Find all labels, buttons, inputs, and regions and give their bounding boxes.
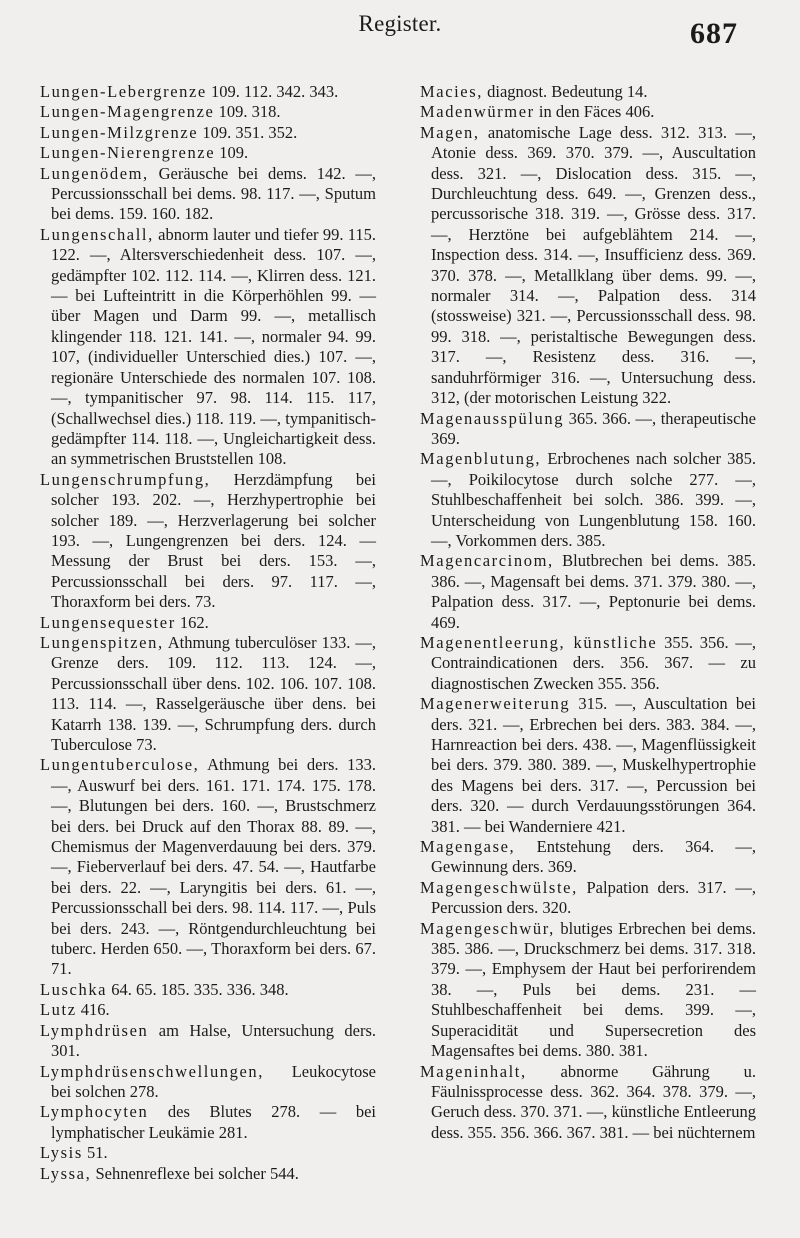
index-entry-references: 162. (175, 612, 209, 632)
index-entry (40, 1000, 376, 1020)
index-entry-term: Lungenödem, (40, 163, 149, 183)
index-entry-references: 355. 356. —, Contraindicationen ders. 356. 367. — zu diagnostischen Zwecken 355. 356. (431, 632, 756, 693)
index-entry-term: Lungen-Magengrenze (40, 102, 215, 122)
index-entry-references: 109. 351. 352. (198, 122, 298, 142)
index-entry-term: Magenausspülung (420, 408, 565, 428)
index-entry (40, 1021, 376, 1062)
index-entry-references: abnorme Gährung u. Fäulnissprocesse dess. 362. 364. 378. 379. —, Geruch dess. 370. 371. —, künstliche Entleerung dess. 355. 356. 366. 367. 381. — bei nüchternem (431, 1061, 756, 1142)
index-entry-term: Mageninhalt, (420, 1061, 527, 1081)
index-entry (40, 633, 376, 755)
index-entry-references: Herzdämpfung bei solcher 193. 202. —, Herzhypertrophie bei solcher 189. —, Herzverlagerung bei solcher 193. —, Lungengrenzen bei ders. 124. — Messung der Brust bei ders. 153. —, Percussionsschall bei ders. 97. 117. —, Thoraxform bei ders. 73. (51, 469, 376, 612)
index-entry-term: Magengase, (420, 837, 516, 857)
index-entry (420, 633, 756, 694)
index-entry (420, 878, 756, 919)
index-entry (40, 102, 376, 122)
index-entry-term: Lungentuberculose, (40, 755, 200, 775)
index-entry-term: Magengeschwür, (420, 918, 555, 938)
index-column-right (420, 82, 756, 1143)
index-entry (420, 102, 756, 122)
index-entry (40, 755, 376, 979)
index-entry-references: Palpation ders. 317. —, Percussion ders. 320. (431, 877, 756, 918)
index-entry-references: Athmung bei ders. 133. —, Auswurf bei ders. 161. 171. 174. 175. 178. —, Blutungen bei ders. 160. —, Brustschmerz bei ders. bei Druck auf den Thorax 88. 89. —, Chemismus der Magenverdauung bei ders. 379. —, Fieberverlauf bei ders. 47. 54. —, Hautfarbe bei ders. 22. —, Laryngitis bei ders. 61. —, Percussionsschall bei ders. 98. 114. 117. —, Puls bei ders. 243. —, Röntgendurchleuchtung bei tuberc. Herden 650. —, Thoraxform bei ders. 67. 71. (51, 755, 376, 979)
index-entry-references: 315. —, Auscultation bei ders. 321. —, Erbrechen bei ders. 383. 384. —, Harnreaction bei ders. 438. —, Magenflüssigkeit bei ders. 379. 380. 389. —, Muskelhypertrophie des Magens bei ders. 317. —, Percussion bei ders. 320. — durch Verdauungsstörungen 364. 381. — bei Wanderniere 421. (431, 694, 756, 836)
index-entry-references: 109. 318. (214, 102, 281, 122)
index-entry (420, 449, 756, 551)
index-entry-references: 64. 65. 185. 335. 336. 348. (107, 979, 289, 999)
index-entry-term: Magenentleerung, künstliche (420, 632, 658, 652)
index-entry (40, 1164, 376, 1184)
index-entry (40, 82, 376, 102)
index-entry (420, 837, 756, 878)
index-entry-references: 51. (82, 1143, 108, 1163)
index-entry-references: Geräusche bei dems. 142. —, Percussionsschall bei dems. 98. 117. —, Sputum bei dems. 159. 160. 182. (51, 163, 376, 224)
index-entry (40, 225, 376, 470)
index-entry (40, 1062, 376, 1103)
index-entry-term: Magenerweiterung (420, 694, 571, 714)
index-entry (40, 613, 376, 633)
index-entry (420, 409, 756, 450)
index-entry-term: Lymphdrüsen (40, 1020, 149, 1040)
page-number: 687 (690, 17, 738, 50)
index-entry (40, 164, 376, 225)
index-entry-term: Lungen-Lebergrenze (40, 82, 207, 101)
index-entry (420, 919, 756, 1062)
index-entry-term: Magengeschwülste, (420, 877, 578, 897)
index-entry-references: des Blutes 278. — bei lymphatischer Leukämie 281. (51, 1102, 376, 1142)
index-entry-term: Magenblutung, (420, 449, 542, 469)
index-entry-term: Lungenschall, (40, 224, 154, 244)
index-entry-term: Lungen-Milzgrenze (40, 122, 199, 142)
index-entry (40, 980, 376, 1000)
index-entry-term: Lymphocyten (40, 1102, 149, 1122)
index-entry (40, 470, 376, 613)
index-entry (420, 82, 756, 102)
index-entry-term: Lungenschrumpfung, (40, 469, 211, 489)
index-entry (420, 1062, 756, 1144)
page-header (0, 3, 800, 53)
index-entry-term: Luschka (40, 979, 108, 999)
index-entry (40, 1143, 376, 1163)
index-entry (40, 123, 376, 143)
index-entry-term: Macies, (420, 82, 483, 101)
index-entry (420, 551, 756, 633)
index-column-left (40, 82, 376, 1184)
index-entry-references: Sehnenreflexe bei solcher 544. (91, 1163, 299, 1183)
index-entry-term: Lysis (40, 1143, 83, 1163)
index-entry (40, 1102, 376, 1143)
index-entry-term: Magen, (420, 122, 480, 142)
index-entry-references: anatomische Lage dess. 312. 313. —, Atonie dess. 369. 370. 379. —, Auscultation dess. 321. —, Dislocation dess. 315. —, Durchleuchtung dess. 649. —, Grenzen dess., percussorische 318. 319. —, Grösse dess. 317. —, Herztöne bei aufgeblähtem 214. —, Inspection dess. 314. —, Insufficienz dess. 369. 370. 378. —, Metallklang über dems. 99. —, normaler 314. —, Palpation dess. 314 (stossweise) 321. —, Percussionsschall dess. 98. 99. 318. —, peristaltische Bewegungen dess. 317. —, Resistenz dess. 316. —, sanduhrförmiger 316. —, Untersuchung dess. 312, (der motorischen Leistung 322. (431, 122, 756, 408)
index-entry-references: Entstehung ders. 364. —, Gewinnung ders. 369. (431, 837, 756, 877)
index-entry-term: Lungensequester (40, 612, 176, 632)
index-entry (420, 123, 756, 409)
index-entry-references: Erbrochenes nach solcher 385. —, Poikilocytose durch solche 277. —, Stuhlbeschaffenheit bei solch. 386. 399. —, Unterscheidung von Lungenblutung 158. 160. —, Vorkommen ders. 385. (431, 449, 756, 550)
index-entry-references: abnorm lauter und tiefer 99. 115. 122. —, Altersverschiedenheit dess. 107. —, gedämpfter 102. 112. 114. —, Klirren dess. 121. — bei Lufteintritt in die Körperhöhlen 99. — über Magen und Darm 99. —, metallisch klingender 118. 121. 141. —, normaler 94. 99. 107, (individueller Unterschied dies.) 107. —, regionäre Unterschiede des normalen 107. 108. —, tympanitischer 97. 98. 114. 115. 117, (Schallwechsel dies.) 118. 119. —, tympanitisch-gedämpfter 114. 118. —, Ungleichartigkeit dess. an symmetrischen Bruststellen 108. (51, 224, 376, 469)
index-entry-term: Madenwürmer (420, 102, 535, 122)
index-entry-term: Magencarcinom, (420, 551, 554, 571)
index-entry (420, 694, 756, 837)
index-entry-references: blutiges Erbrechen bei dems. 385. 386. —, Druckschmerz bei dems. 317. 318. 379. —, Emphysem der Haut bei perforirendem 38. —, Puls bei dems. 231. — Stuhlbeschaffenheit bei dems. 399. —, Superacidität und Supersecretion des Magensaftes bei dems. 380. 381. (431, 918, 756, 1061)
index-entry-references: diagnost. Bedeutung 14. (482, 82, 648, 101)
index-entry-references: 416. (76, 1000, 110, 1020)
index-entry-references: 365. 366. —, therapeutische 369. (431, 408, 756, 448)
index-entry-references: 109. 112. 342. 343. (206, 82, 339, 101)
index-entry (40, 143, 376, 163)
index-entry-references: in den Fäces 406. (534, 102, 655, 122)
index-entry-references: 109. (215, 143, 249, 163)
index-entry-references: am Halse, Untersuchung ders. 301. (51, 1020, 376, 1061)
index-entry-term: Lutz (40, 1000, 77, 1020)
index-entry-term: Lyssa, (40, 1163, 92, 1183)
running-header-title: Register. (358, 11, 442, 36)
index-entry-references: Athmung tuberculöser 133. —, Grenze ders. 109. 112. 113. 124. —, Percussionsschall über dens. 102. 106. 107. 108. 113. 114. —, Rasselgeräusche über dens. bei Katarrh 138. 139. —, Schrumpfung ders. durch Tuberculose 73. (51, 632, 376, 754)
index-entry-term: Lungen-Nierengrenze (40, 143, 216, 163)
index-entry-term: Lymphdrüsenschwellungen, (40, 1061, 264, 1081)
index-entry-term: Lungenspitzen, (40, 632, 164, 652)
index-entry-references: Blutbrechen bei dems. 385. 386. —, Magensaft bei dems. 371. 379. 380. —, Palpation dess. 317. —, Peptonurie bei dems. 469. (431, 551, 756, 632)
index-entry-references: Leukocytose bei solchen 278. (51, 1061, 376, 1101)
